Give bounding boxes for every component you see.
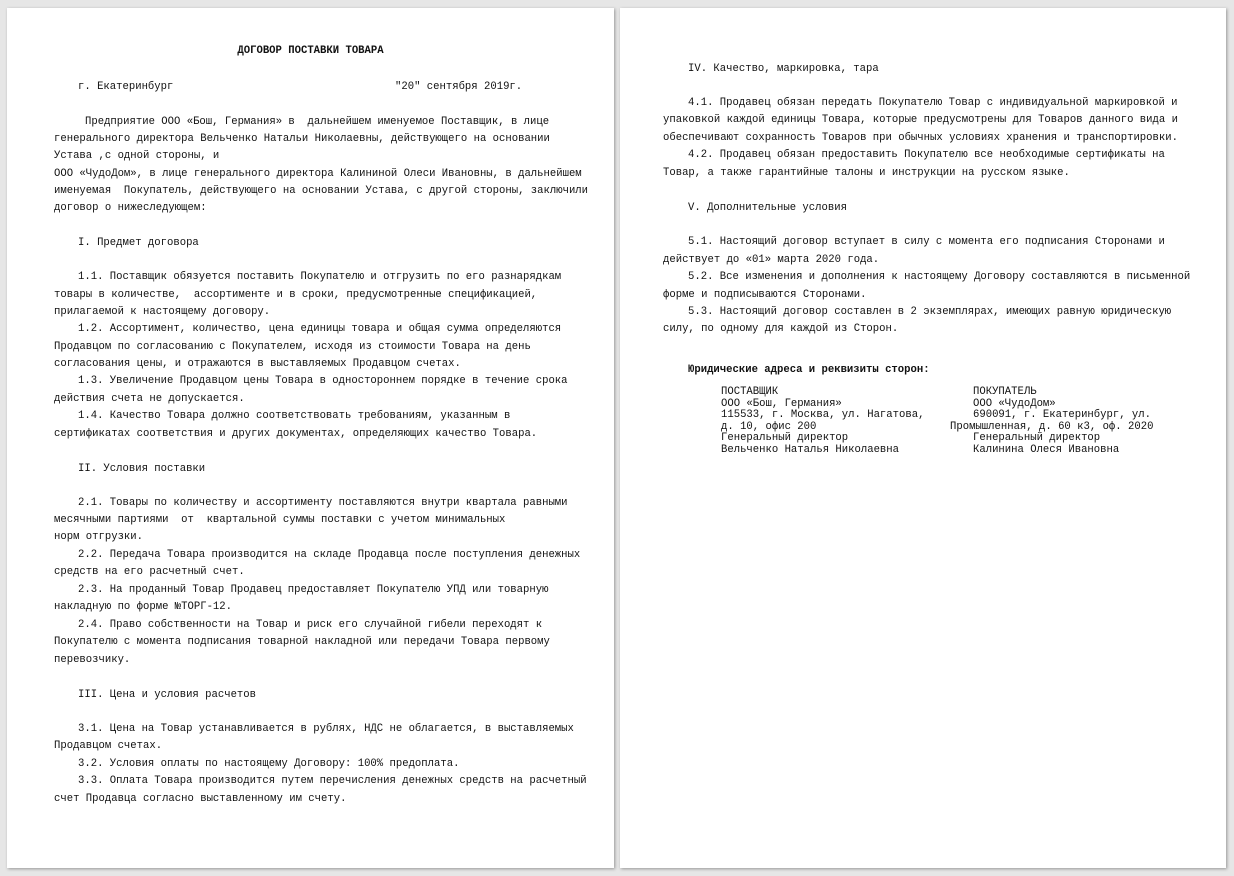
clause-line: действует до «01» марта 2020 года. <box>663 254 880 266</box>
intro-line: именуемая Покупатель, действующего на основании Устава, с другой стороны, заключили <box>54 185 589 197</box>
clause-line: Продавцом по согласованию с Покупателем, исходя из стоимости Товара на день <box>54 341 531 353</box>
clause-line: 3.2. Условия оплаты по настоящему Договору: 100% предоплата. <box>78 758 460 770</box>
buyer-line: Калинина Олеся Ивановна <box>973 443 1120 456</box>
clause-line: упаковкой каждой единицы Товара, которые предусмотрены для Товаров данного вида и <box>663 114 1178 126</box>
clause-line: 4.1. Продавец обязан передать Покупателю Товар с индивидуальной маркировкой и <box>688 97 1178 109</box>
supplier-line: ООО «Бош, Германия» <box>721 397 842 410</box>
supplier-line: ПОСТАВЩИК <box>721 386 779 398</box>
buyer-line: 690091, г. Екатеринбург, ул. <box>973 409 1152 422</box>
clause-line: 5.1. Настоящий договор вступает в силу с момента его подписания Сторонами и <box>688 236 1165 248</box>
clause-line: форме и подписываются Сторонами. <box>663 289 867 301</box>
supplier-line: д. 10, офис 200 <box>721 420 817 433</box>
intro-line: договор о нижеследующем: <box>54 202 207 214</box>
page-1 <box>7 8 614 868</box>
clause-line: 3.3. Оплата Товара производится путем перечисления денежных средств на расчетный <box>78 775 587 787</box>
clause-line: действия счета не допускается. <box>54 393 245 405</box>
clause-line: товары в количестве, ассортименте и в сроки, предусмотренные спецификацией, <box>54 289 538 301</box>
clause-line: 3.1. Цена на Товар устанавливается в рублях, НДС не облагается, в выставляемых <box>78 723 574 735</box>
supplier-line: 115533, г. Москва, ул. Нагатова, <box>721 409 925 422</box>
clause-line: 5.3. Настоящий договор составлен в 2 экземплярах, имеющих равную юридическую <box>688 306 1172 318</box>
section-title: IV. Качество, маркировка, тара <box>688 63 879 75</box>
clause-line: норм отгрузки. <box>54 531 144 543</box>
clause-line: 2.1. Товары по количеству и ассортименту поставляются внутри квартала равными <box>78 497 568 509</box>
section-title: I. Предмет договора <box>78 237 199 249</box>
section-title: III. Цена и условия расчетов <box>78 689 257 701</box>
intro-line: генерального директора Вельченко Натальи Николаевны, действующего на основании <box>54 133 550 145</box>
contract-city: г. Екатеринбург <box>78 81 174 93</box>
clause-line: средств на его расчетный счет. <box>54 566 245 578</box>
clause-line: Покупателю с момента подписания товарной накладной или передачи Товара первому <box>54 636 550 648</box>
supplier-requisites <box>721 387 924 457</box>
intro-line: Предприятие ООО «Бош, Германия» в дальнейшем именуемое Поставщик, в лице <box>85 116 550 128</box>
clause-line: Продавцом счетах. <box>54 740 163 752</box>
contract-date: "20" сентября 2019г. <box>395 81 523 93</box>
clause-line: перевозчику. <box>54 654 131 666</box>
clause-line: прилагаемой к настоящему договору. <box>54 306 271 318</box>
clause-line: 4.2. Продавец обязан предоставить Покупателю все необходимые сертификаты на <box>688 149 1165 161</box>
buyer-line: Генеральный директор <box>973 432 1101 445</box>
clause-line: 1.4. Качество Товара должно соответствовать требованиям, указанным в <box>78 410 511 422</box>
section-title: II. Условия поставки <box>78 463 206 475</box>
clause-line: 2.4. Право собственности на Товар и риск его случайной гибели переходят к <box>78 619 543 631</box>
clause-line: 2.2. Передача Товара производится на складе Продавца после поступления денежных <box>78 549 581 561</box>
clause-line: 5.2. Все изменения и дополнения к настоящему Договору составляются в письменной <box>688 271 1191 283</box>
clause-line: счет Продавца согласно выставленному им счету. <box>54 793 347 805</box>
buyer-requisites <box>950 387 1153 457</box>
section-title: V. Дополнительные условия <box>688 202 847 214</box>
contract-title: ДОГОВОР ПОСТАВКИ ТОВАРА <box>237 45 384 57</box>
clause-line: обеспечивают сохранность Товаров при обычных условиях хранения и транспортировки. <box>663 132 1178 144</box>
buyer-line: ООО «ЧудоДом» <box>973 397 1056 410</box>
intro-line: ООО «ЧудоДом», в лице генерального директора Калининой Олеси Ивановны, в дальнейшем <box>54 168 582 180</box>
clause-line: 1.2. Ассортимент, количество, цена единицы товара и общая сумма определяются <box>78 323 562 335</box>
clause-line: 2.3. На проданный Товар Продавец предоставляет Покупателю УПД или товарную <box>78 584 549 596</box>
clause-line: Товар, а также гарантийные талоны и инструкции на русском языке. <box>663 167 1070 179</box>
page-2 <box>620 8 1226 868</box>
requisites-title: Юридические адреса и реквизиты сторон: <box>688 364 930 376</box>
supplier-line: Вельченко Наталья Николаевна <box>721 443 900 456</box>
buyer-line: ПОКУПАТЕЛЬ <box>973 386 1037 398</box>
clause-line: 1.3. Увеличение Продавцом цены Товара в одностороннем порядке в течение срока <box>78 375 568 387</box>
clause-line: согласования цены, и отражаются в выставляемых Продавцом счетах. <box>54 358 461 370</box>
clause-line: сертификатах соответствия и других документах, определяющих качество Товара. <box>54 428 538 440</box>
clause-line: накладную по форме №ТОРГ-12. <box>54 601 233 613</box>
clause-line: 1.1. Поставщик обязуется поставить Покупателю и отгрузить по его разнарядкам <box>78 271 562 283</box>
buyer-line: Промышленная, д. 60 к3, оф. 2020 <box>950 420 1154 433</box>
intro-line: Устава ,с одной стороны, и <box>54 150 220 162</box>
clause-line: месячными партиями от квартальной суммы поставки с учетом минимальных <box>54 514 506 526</box>
supplier-line: Генеральный директор <box>721 432 849 445</box>
clause-line: силу, по одному для каждой из Сторон. <box>663 323 899 335</box>
